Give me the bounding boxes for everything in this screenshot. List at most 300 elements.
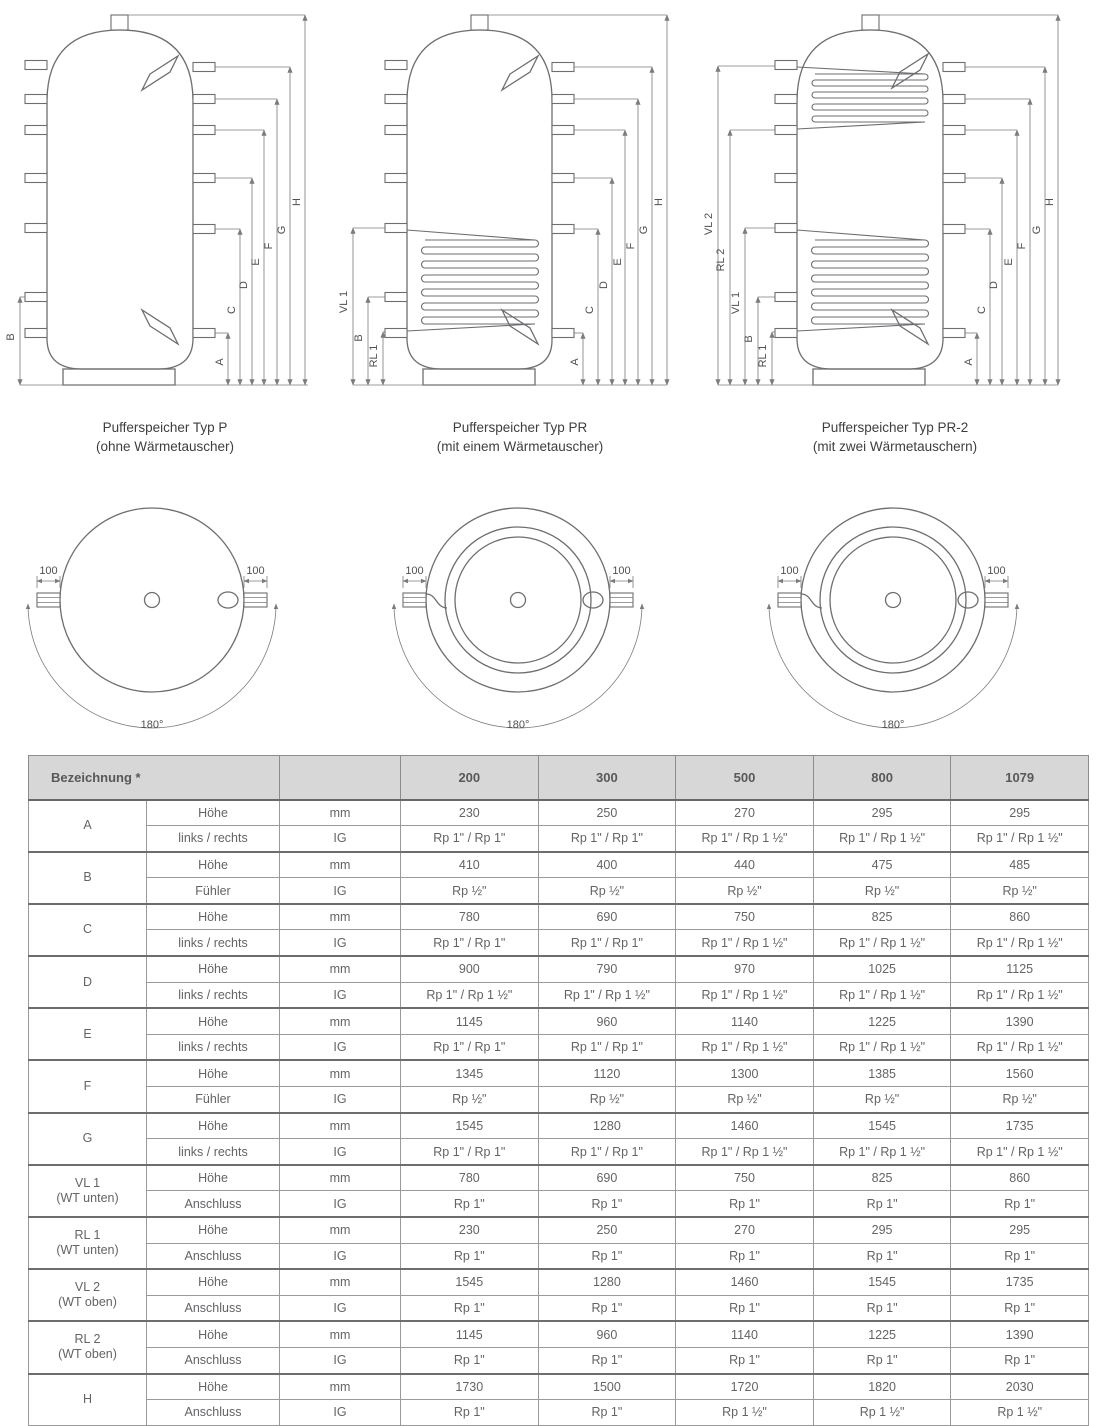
cell-value: 295 (813, 1217, 951, 1243)
cell-value: 1730 (401, 1374, 539, 1400)
cell-value: 485 (951, 852, 1089, 878)
row-group-label: VL 1 (WT unten) (29, 1165, 147, 1217)
left-stub (37, 593, 60, 607)
cell-value: Rp 1" (951, 1191, 1089, 1217)
cell-value: Rp ½" (676, 878, 814, 904)
spec-table (28, 755, 1089, 1426)
cell-value: 475 (813, 852, 951, 878)
table-row (29, 1217, 1089, 1243)
angle-label: 180° (881, 719, 905, 731)
cell-value: 1225 (813, 1008, 951, 1034)
row-group-label: E (29, 1008, 147, 1060)
cell-value: Rp 1" (951, 1347, 1089, 1373)
cell-value: 825 (813, 1165, 951, 1191)
base-skirt (813, 369, 925, 385)
cell-value: 270 (676, 800, 814, 826)
dim-label: 100 (39, 565, 58, 577)
cell-value: Rp 1" (813, 1243, 951, 1269)
table-header-size-3: 500 (676, 756, 814, 800)
cell-value: Rp 1" / Rp 1 ½" (676, 826, 814, 852)
row-unit: mm (280, 852, 401, 878)
dim-label: RL 2 (715, 248, 727, 272)
cell-value: Rp 1" / Rp 1" (538, 1034, 676, 1060)
table-header-unit (280, 756, 401, 800)
cell-value: Rp 1" / Rp 1 ½" (676, 1139, 814, 1165)
row-unit: mm (280, 1060, 401, 1086)
dim-label: C (976, 306, 988, 314)
dim-label: RL 1 (757, 344, 769, 368)
cell-value: 1735 (951, 1269, 1089, 1295)
table-header-bezeichnung: Bezeichnung * (29, 756, 280, 800)
cell-value: Rp 1" / Rp 1 ½" (951, 930, 1089, 956)
cell-value: Rp 1" (538, 1295, 676, 1321)
dim-label: D (238, 281, 250, 289)
row-group-label: B (29, 852, 147, 904)
table-row (29, 1165, 1089, 1191)
row-unit: IG (280, 826, 401, 852)
cell-value: 1345 (401, 1060, 539, 1086)
cell-value: Rp 1" / Rp 1 ½" (813, 1034, 951, 1060)
cell-value: Rp 1" (676, 1295, 814, 1321)
left-stubs (385, 61, 407, 338)
cell-value: Rp 1" / Rp 1" (538, 1139, 676, 1165)
table-row (29, 982, 1089, 1008)
cell-value: Rp 1" (813, 1347, 951, 1373)
cell-value: 690 (538, 1165, 676, 1191)
coil-ring-outer (820, 527, 966, 673)
dim-label: 100 (987, 565, 1006, 577)
table-row (29, 1295, 1089, 1321)
cell-value: 1140 (676, 1008, 814, 1034)
table-row (29, 1191, 1089, 1217)
table-row (29, 1034, 1089, 1060)
table-header-row (29, 756, 1089, 800)
top-view-typ-pr (383, 482, 683, 750)
dimension-lines (769, 576, 1017, 728)
cell-value: 1145 (401, 1008, 539, 1034)
table-header-size-2: 300 (538, 756, 676, 800)
cell-value: Rp 1" / Rp 1" (538, 826, 676, 852)
table-row (29, 1243, 1089, 1269)
row-sub-label: Höhe (147, 852, 280, 878)
cell-value: 1820 (813, 1374, 951, 1400)
row-sub-label: Anschluss (147, 1400, 280, 1426)
row-unit: IG (280, 1087, 401, 1113)
angle-label: 180° (506, 719, 530, 731)
cell-value: 750 (676, 904, 814, 930)
caption-subtitle: (mit zwei Wärmetauschern) (812, 439, 978, 454)
cell-value: 1460 (676, 1113, 814, 1139)
caption-typ-pr-2 (730, 418, 1060, 456)
row-unit: mm (280, 800, 401, 826)
caption-title: Pufferspeicher Typ PR-2 (821, 420, 969, 435)
cell-value: 410 (401, 852, 539, 878)
row-group-label: F (29, 1060, 147, 1112)
table-row (29, 1374, 1089, 1400)
table-row (29, 1087, 1089, 1113)
dim-label: E (250, 258, 262, 266)
dim-label: H (653, 198, 665, 206)
cell-value: 780 (401, 1165, 539, 1191)
center-hole (511, 593, 526, 608)
cell-value: Rp 1" (538, 1347, 676, 1373)
cell-value: Rp ½" (401, 878, 539, 904)
caption-typ-p (0, 418, 330, 456)
cell-value: Rp 1" (676, 1191, 814, 1217)
cell-value: Rp 1" / Rp 1" (538, 930, 676, 956)
dim-label: B (743, 335, 755, 343)
dimension-labels (5, 198, 303, 366)
cell-value: Rp 1" / Rp 1 ½" (813, 930, 951, 956)
table-row (29, 852, 1089, 878)
cell-value: Rp 1" (951, 1295, 1089, 1321)
row-unit: mm (280, 1165, 401, 1191)
cell-value: 970 (676, 956, 814, 982)
row-sub-label: Höhe (147, 904, 280, 930)
cell-value: Rp 1" (401, 1347, 539, 1373)
row-group-label: VL 2 (WT oben) (29, 1269, 147, 1321)
dim-label: VL 1 (730, 291, 742, 315)
cell-value: 690 (538, 904, 676, 930)
dim-label: 100 (612, 565, 631, 577)
table-row (29, 904, 1089, 930)
caption-subtitle: (ohne Wärmetauscher) (95, 439, 235, 454)
dim-label: F (1016, 242, 1028, 250)
angle-label: 180° (140, 719, 164, 731)
cell-value: 230 (401, 800, 539, 826)
top-view-typ-p (8, 482, 308, 750)
row-sub-label: links / rechts (147, 930, 280, 956)
top-nipple (111, 15, 128, 30)
angle-arc (769, 604, 1017, 728)
dim-label: H (1044, 198, 1056, 206)
dim-label: G (638, 225, 650, 235)
cell-value: Rp 1" / Rp 1 ½" (813, 1139, 951, 1165)
row-sub-label: Anschluss (147, 1243, 280, 1269)
cell-value: Rp 1" / Rp 1 ½" (401, 982, 539, 1008)
tank-diagram-typ-p (0, 0, 330, 400)
dim-label: C (226, 306, 238, 314)
coil-elbow (801, 594, 822, 608)
dim-label: A (963, 358, 975, 366)
cell-value: Rp 1" / Rp 1" (401, 930, 539, 956)
table-row (29, 1060, 1089, 1086)
cell-value: 1545 (401, 1269, 539, 1295)
table-header-size-1: 200 (401, 756, 539, 800)
center-hole (886, 593, 901, 608)
cell-value: Rp 1" (538, 1191, 676, 1217)
coil-ring-inner (455, 537, 581, 663)
dim-label: G (276, 225, 288, 235)
row-unit: IG (280, 1400, 401, 1426)
dim-label: C (584, 306, 596, 314)
dimension-labels (703, 198, 1056, 367)
weld-seam-mark-top (892, 54, 928, 88)
row-sub-label: Höhe (147, 1217, 280, 1243)
cell-value: Rp 1" / Rp 1" (401, 826, 539, 852)
table-row (29, 1400, 1089, 1426)
dim-label: B (5, 333, 17, 341)
dim-label: F (625, 242, 637, 250)
dim-label: 100 (246, 565, 265, 577)
cell-value: Rp ½" (813, 1087, 951, 1113)
row-sub-label: Höhe (147, 1008, 280, 1034)
cell-value: Rp 1" / Rp 1 ½" (951, 982, 1089, 1008)
cell-value: 1500 (538, 1374, 676, 1400)
caption-typ-pr (355, 418, 685, 456)
table-row (29, 956, 1089, 982)
cell-value: 250 (538, 800, 676, 826)
table-row (29, 1139, 1089, 1165)
cell-value: 295 (951, 800, 1089, 826)
tank-outline (47, 15, 193, 385)
cell-value: 1720 (676, 1374, 814, 1400)
cell-value: 295 (951, 1217, 1089, 1243)
row-unit: IG (280, 1243, 401, 1269)
row-group-label: C (29, 904, 147, 956)
right-stub (244, 593, 267, 607)
row-sub-label: Höhe (147, 1113, 280, 1139)
cell-value: Rp 1" / Rp 1 ½" (951, 1034, 1089, 1060)
tank-body (407, 30, 552, 369)
row-sub-label: Höhe (147, 1374, 280, 1400)
row-unit: mm (280, 1113, 401, 1139)
connection-hole (958, 592, 978, 608)
table-row (29, 1269, 1089, 1295)
row-unit: IG (280, 1191, 401, 1217)
cell-value: 1280 (538, 1269, 676, 1295)
table-row (29, 1347, 1089, 1373)
row-sub-label: links / rechts (147, 982, 280, 1008)
angle-arc (28, 604, 276, 728)
right-stubs (943, 63, 965, 338)
row-unit: IG (280, 930, 401, 956)
cell-value: Rp 1" (401, 1295, 539, 1321)
dim-label: E (1003, 258, 1015, 266)
cell-value: Rp 1 ½" (676, 1400, 814, 1426)
dimension-lines (394, 576, 642, 728)
table-header-size-4: 800 (813, 756, 951, 800)
right-stub (985, 593, 1008, 607)
coil-ring-inner (830, 537, 956, 663)
cell-value: 900 (401, 956, 539, 982)
row-unit: IG (280, 1034, 401, 1060)
cell-value: Rp 1" (676, 1347, 814, 1373)
dim-label: H (291, 198, 303, 206)
top-nipple (471, 15, 488, 30)
cell-value: Rp 1" (538, 1243, 676, 1269)
cell-value: 780 (401, 904, 539, 930)
spec-table-body (29, 800, 1089, 1426)
angle-arc (394, 604, 642, 728)
row-group-label: D (29, 956, 147, 1008)
row-group-label: RL 1 (WT unten) (29, 1217, 147, 1269)
connection-hole (583, 592, 603, 608)
row-group-label: H (29, 1374, 147, 1426)
cell-value: 1145 (401, 1321, 539, 1347)
dim-label: F (263, 242, 275, 250)
cell-value: 1125 (951, 956, 1089, 982)
cell-value: 825 (813, 904, 951, 930)
upper-heat-exchanger-coil (797, 67, 928, 129)
cell-value: 1390 (951, 1321, 1089, 1347)
cell-value: 1025 (813, 956, 951, 982)
cell-value: 860 (951, 1165, 1089, 1191)
cell-value: Rp 1" / Rp 1 ½" (676, 1034, 814, 1060)
cell-value: Rp 1" / Rp 1 ½" (538, 982, 676, 1008)
cell-value: 750 (676, 1165, 814, 1191)
caption-title: Pufferspeicher Typ P (102, 420, 228, 435)
row-sub-label: Höhe (147, 800, 280, 826)
dim-label: VL 1 (338, 290, 350, 314)
cell-value: 440 (676, 852, 814, 878)
base-skirt (63, 369, 175, 385)
cell-value: Rp ½" (951, 1087, 1089, 1113)
table-row (29, 1113, 1089, 1139)
tank-body (47, 30, 193, 369)
row-unit: IG (280, 878, 401, 904)
dimension-lines (718, 15, 1058, 385)
center-hole (145, 593, 160, 608)
row-unit: mm (280, 1217, 401, 1243)
cell-value: Rp 1" / Rp 1 ½" (676, 982, 814, 1008)
cell-value: Rp 1" / Rp 1 ½" (676, 930, 814, 956)
row-sub-label: Anschluss (147, 1191, 280, 1217)
cell-value: 1545 (401, 1113, 539, 1139)
dim-label: A (569, 358, 581, 366)
cell-value: Rp 1" / Rp 1 ½" (813, 982, 951, 1008)
cell-value: Rp 1" / Rp 1" (401, 1034, 539, 1060)
cell-value: 1545 (813, 1113, 951, 1139)
left-stubs (775, 61, 797, 338)
cell-value: Rp 1" (401, 1400, 539, 1426)
caption-subtitle: (mit einem Wärmetauscher) (436, 439, 604, 454)
cell-value: Rp ½" (538, 1087, 676, 1113)
dim-label: RL 1 (368, 344, 380, 368)
row-group-label: RL 2 (WT oben) (29, 1321, 147, 1373)
row-unit: mm (280, 956, 401, 982)
dim-label: 100 (780, 565, 799, 577)
cell-value: 400 (538, 852, 676, 878)
cell-value: 1385 (813, 1060, 951, 1086)
cell-value: Rp 1" (951, 1243, 1089, 1269)
cell-value: Rp 1" (538, 1400, 676, 1426)
row-sub-label: Höhe (147, 1165, 280, 1191)
cell-value: 1390 (951, 1008, 1089, 1034)
cell-value: Rp 1" / Rp 1 ½" (813, 826, 951, 852)
dim-label: 100 (405, 565, 424, 577)
cell-value: Rp 1" / Rp 1 ½" (951, 1139, 1089, 1165)
lower-heat-exchanger-coil (797, 230, 929, 331)
cell-value: Rp 1" (813, 1295, 951, 1321)
weld-seam-mark-bottom (892, 310, 928, 344)
cell-value: Rp 1 ½" (813, 1400, 951, 1426)
cell-value: 1735 (951, 1113, 1089, 1139)
cell-value: 1300 (676, 1060, 814, 1086)
cell-value: 270 (676, 1217, 814, 1243)
row-group-label: G (29, 1113, 147, 1165)
cell-value: 230 (401, 1217, 539, 1243)
row-unit: mm (280, 1269, 401, 1295)
cell-value: 1545 (813, 1269, 951, 1295)
base-skirt (423, 369, 535, 385)
cell-value: 790 (538, 956, 676, 982)
row-sub-label: Anschluss (147, 1295, 280, 1321)
coil-elbow (426, 594, 447, 608)
row-unit: mm (280, 1008, 401, 1034)
right-stubs (193, 63, 215, 338)
cell-value: 1140 (676, 1321, 814, 1347)
cell-value: 960 (538, 1008, 676, 1034)
cell-value: Rp ½" (538, 878, 676, 904)
heat-exchanger-coil (407, 230, 539, 331)
cell-value: Rp ½" (401, 1087, 539, 1113)
cell-value: Rp 1 ½" (951, 1400, 1089, 1426)
coil-ring-outer (445, 527, 591, 673)
tank-diagram-typ-pr-2 (700, 0, 1090, 400)
cell-value: 860 (951, 904, 1089, 930)
cell-value: 2030 (951, 1374, 1089, 1400)
cell-value: Rp 1" / Rp 1 ½" (951, 826, 1089, 852)
left-stub (403, 593, 426, 607)
row-unit: mm (280, 1374, 401, 1400)
table-row (29, 800, 1089, 826)
cell-value: Rp 1" / Rp 1" (401, 1139, 539, 1165)
dim-label: G (1031, 225, 1043, 235)
table-row (29, 1008, 1089, 1034)
cell-value: Rp 1" (401, 1243, 539, 1269)
row-sub-label: Höhe (147, 1321, 280, 1347)
table-row (29, 930, 1089, 956)
dim-label: D (988, 281, 1000, 289)
tank-diagram-typ-pr (330, 0, 680, 400)
dim-label: VL 2 (703, 212, 715, 236)
caption-title: Pufferspeicher Typ PR (452, 420, 588, 435)
row-group-label: A (29, 800, 147, 852)
row-unit: IG (280, 1139, 401, 1165)
cell-value: Rp ½" (676, 1087, 814, 1113)
connection-hole (218, 592, 238, 608)
row-unit: IG (280, 1347, 401, 1373)
cell-value: Rp 1" (401, 1191, 539, 1217)
cell-value: 1120 (538, 1060, 676, 1086)
row-unit: IG (280, 1295, 401, 1321)
dim-label: B (353, 334, 365, 342)
dim-label: D (598, 281, 610, 289)
dimension-lines (20, 15, 308, 385)
row-sub-label: links / rechts (147, 1139, 280, 1165)
cell-value: Rp 1" (676, 1243, 814, 1269)
weld-seam-mark-top (142, 56, 178, 90)
cell-value: 250 (538, 1217, 676, 1243)
row-sub-label: Fühler (147, 1087, 280, 1113)
row-sub-label: links / rechts (147, 826, 280, 852)
cell-value: Rp ½" (813, 878, 951, 904)
table-header-size-5: 1079 (951, 756, 1089, 800)
left-stub (778, 593, 801, 607)
row-sub-label: Höhe (147, 1269, 280, 1295)
row-sub-label: Höhe (147, 1060, 280, 1086)
right-stub (610, 593, 633, 607)
top-view-typ-pr-2 (758, 482, 1058, 750)
table-row (29, 1321, 1089, 1347)
weld-seam-mark-top (502, 56, 538, 90)
row-sub-label: links / rechts (147, 1034, 280, 1060)
table-row (29, 826, 1089, 852)
table-row (29, 878, 1089, 904)
tank-top-circle (60, 508, 244, 692)
weld-seam-mark-bottom (502, 310, 538, 344)
